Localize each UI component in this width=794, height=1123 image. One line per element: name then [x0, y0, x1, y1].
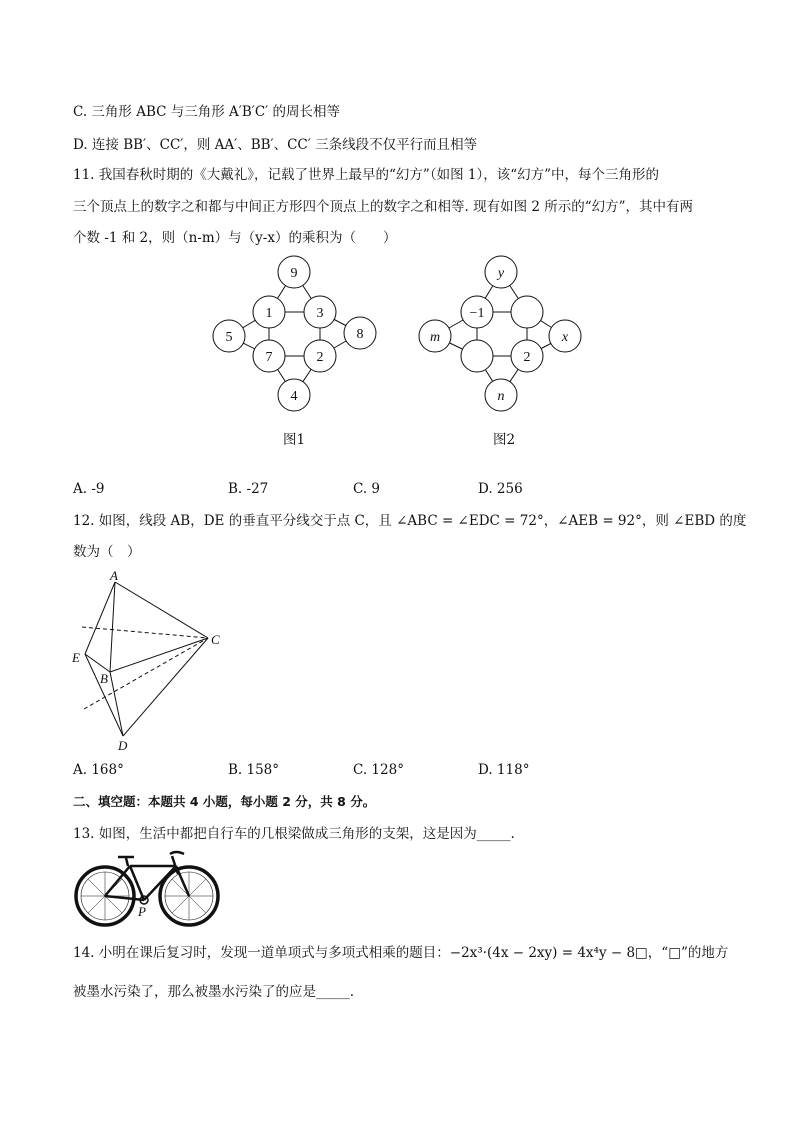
option-c-prev: C. 三角形 ABC 与三角形 A′B′C′ 的周长相等: [73, 104, 341, 120]
fig12-label-d: D: [118, 738, 128, 753]
fig2-node-bl: [461, 340, 493, 372]
fig12-label-c: C: [211, 632, 220, 647]
q12-option-a[interactable]: A. 168°: [73, 762, 124, 778]
fig2-label-left: m: [429, 330, 441, 345]
magic-square-figure-1: [205, 250, 385, 415]
q12-option-c[interactable]: C. 128°: [353, 762, 404, 778]
fig2-label-br: 2: [523, 350, 531, 365]
magic-square-figure-2: [415, 250, 595, 415]
fig1-label-right: 8: [356, 327, 364, 342]
question-14-line1: 14. 小明在课后复习时，发现一道单项式与多项式相乘的题目：−2x³·(4x − 2xy) = 4x⁴y − 8□，“□”的地方: [73, 945, 729, 961]
fig12-label-e: E: [72, 650, 80, 665]
q12-option-d[interactable]: D. 118°: [478, 762, 530, 778]
fig1-label-br: 2: [316, 350, 324, 365]
fig12-label-a: A: [110, 568, 118, 583]
fig1-label-left: 5: [225, 330, 233, 345]
fig2-node-tr: [511, 296, 543, 328]
fig1-label-bottom: 4: [290, 389, 298, 404]
fig1-label-bl: 7: [265, 350, 273, 365]
fig2-label-right: x: [561, 330, 569, 345]
bicycle-figure: [72, 848, 222, 928]
figure-1-caption: 图1: [283, 432, 306, 448]
option-d-prev: D. 连接 BB′、CC′，则 AA′、BB′、CC′ 三条线段不仅平行而且相等: [73, 137, 478, 153]
question-12-line1: 12. 如图，线段 AB，DE 的垂直平分线交于点 C，且 ∠ABC = ∠EDC = 72°，∠AEB = 92°，则 ∠EBD 的度: [73, 513, 747, 529]
fig1-label-top: 9: [290, 266, 298, 281]
fig1-label-tr: 3: [316, 306, 324, 321]
fig2-label-top: y: [497, 266, 505, 281]
question-13: 13. 如图，生活中都把自行车的几根梁做成三角形的支架，这是因为_____.: [73, 826, 515, 842]
fig12-label-b: B: [100, 671, 108, 686]
question-14-line2: 被墨水污染了，那么被墨水污染了的应是_____.: [73, 984, 355, 1000]
question-11-line2: 三个顶点上的数字之和都与中间正方形四个顶点上的数字之和相等. 现有如图 2 所示的“幻方”，其中有两: [73, 199, 694, 215]
question-11-line1: 11. 我国春秋时期的《大戴礼》，记载了世界上最早的“幻方”（如图 1），该“幻方”中，每个三角形的: [73, 167, 659, 183]
q12-option-b[interactable]: B. 158°: [228, 762, 280, 778]
fig2-label-bottom: n: [497, 389, 505, 404]
question-11-line3: 个数 -1 和 2，则（n-m）与（y-x）的乘积为（ ）: [73, 230, 397, 246]
fig1-label-tl: 1: [265, 306, 273, 321]
q11-option-d[interactable]: D. 256: [478, 481, 523, 497]
question-12-line2: 数为（ ）: [73, 544, 141, 560]
q11-option-b[interactable]: B. -27: [228, 481, 269, 497]
q11-option-a[interactable]: A. -9: [73, 481, 105, 497]
figure-2-caption: 图2: [493, 432, 516, 448]
fig2-label-tl: −1: [469, 306, 485, 321]
bicycle-label-p: P: [138, 904, 146, 919]
q11-option-c[interactable]: C. 9: [353, 481, 381, 497]
section-2-heading: 二、填空题：本题共 4 小题，每小题 2 分，共 8 分。: [73, 794, 376, 809]
geometry-figure-12: [68, 566, 238, 756]
